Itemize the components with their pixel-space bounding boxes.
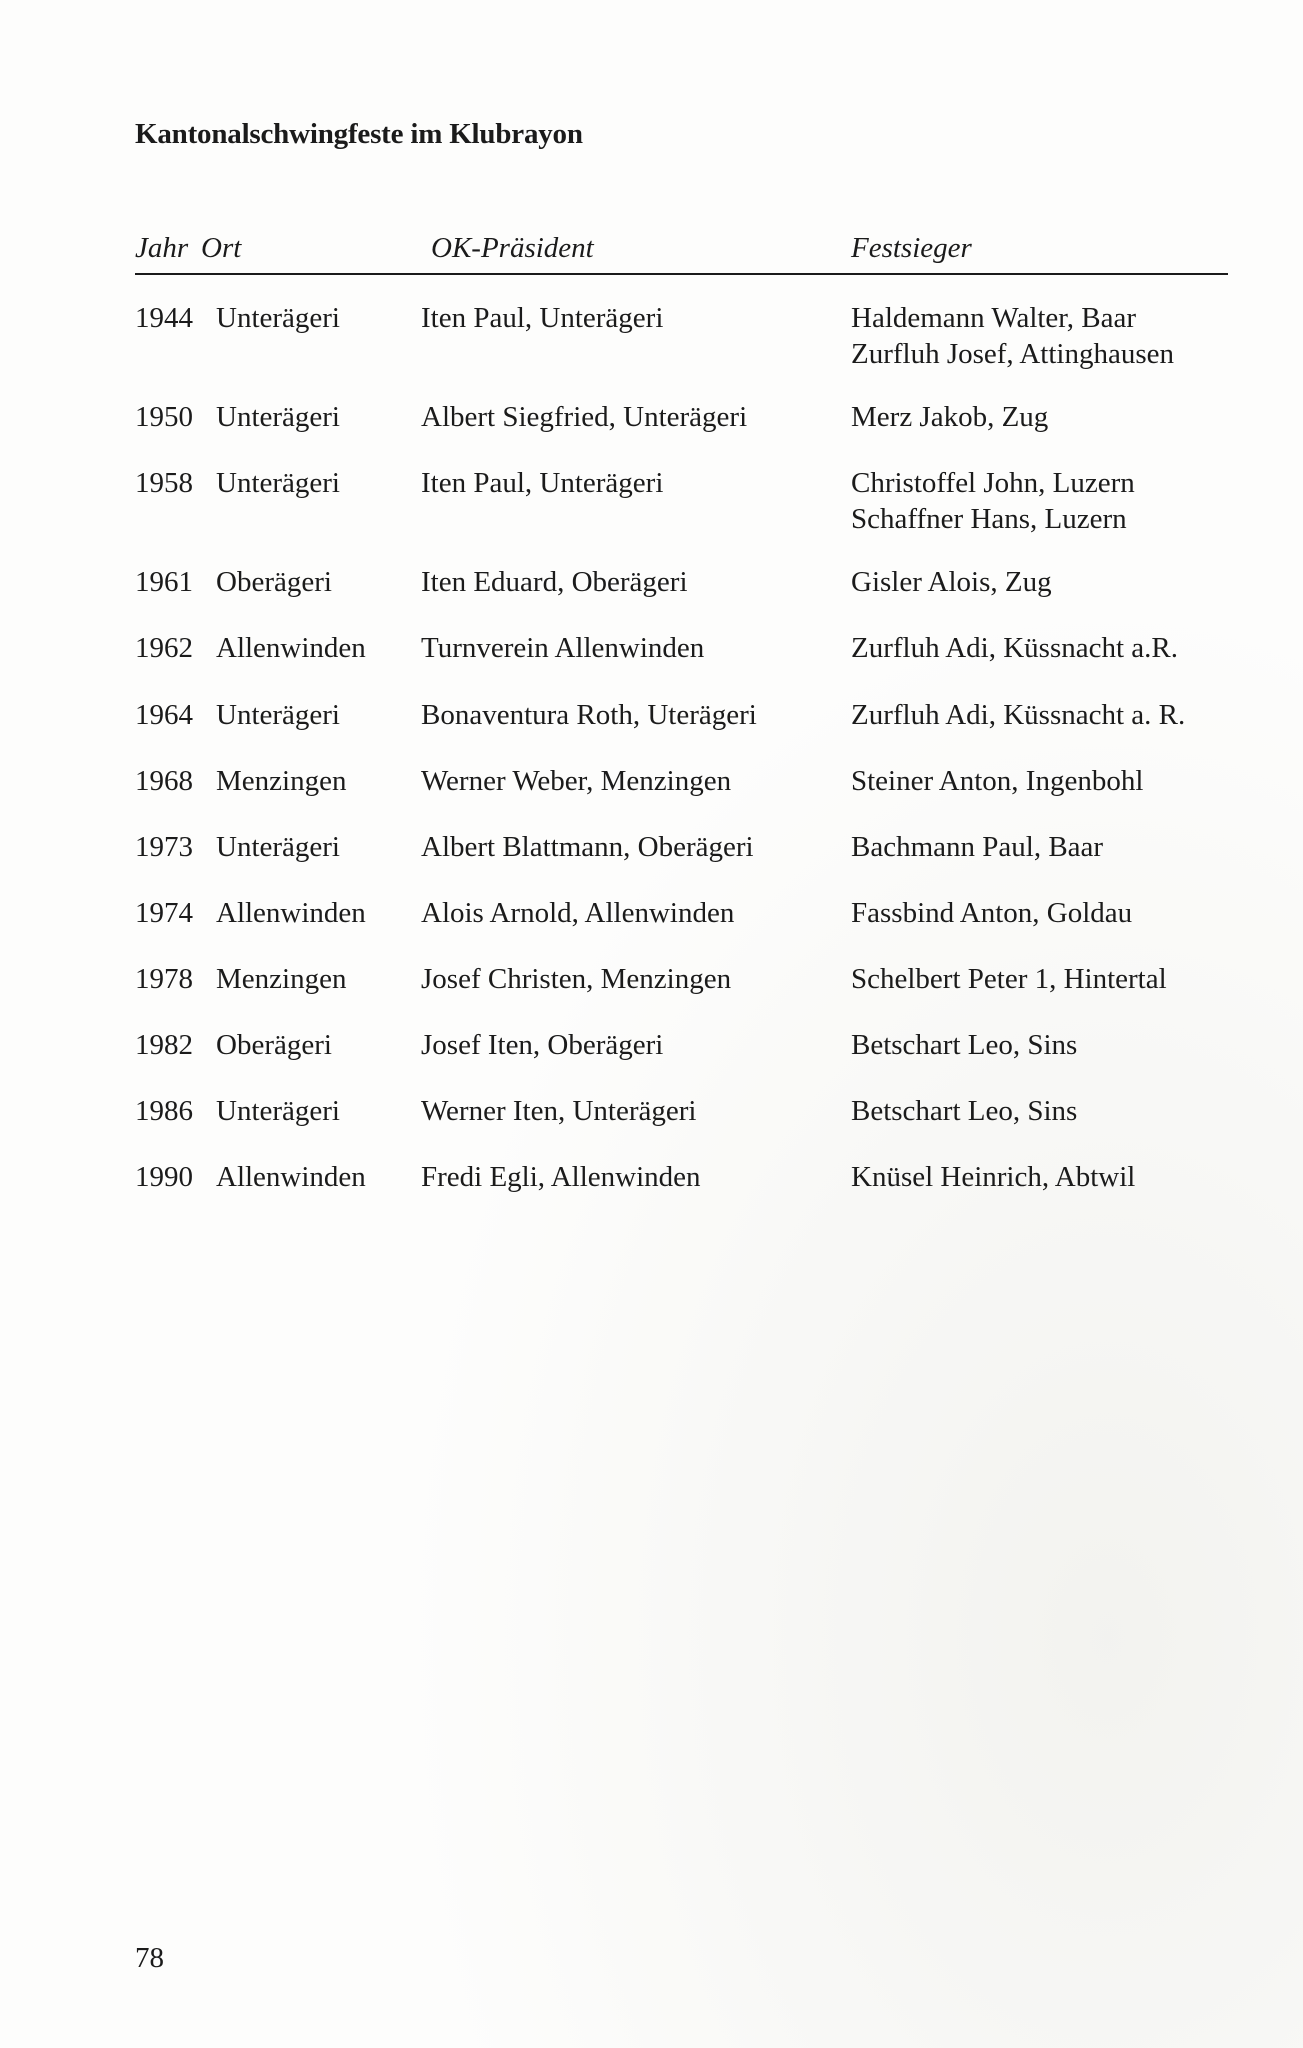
place-cell: Menzingen [216,765,347,797]
place-cell: Oberägeri [216,566,332,598]
president-cell: Josef Christen, Menzingen [421,963,732,995]
winner-name: Schaffner Hans, Luzern [851,503,1127,535]
winner-name: Zurfluh Adi, Küssnacht a.R. [851,632,1179,664]
place-cell: Unterägeri [216,467,340,499]
winner-name: Merz Jakob, Zug [851,401,1049,433]
president-cell: Josef Iten, Oberägeri [421,1029,664,1061]
column-header-winner: Festsieger [851,232,972,264]
column-header-year: Jahr [135,232,189,264]
year-cell: 1968 [135,765,193,797]
winner-cell [851,763,1143,799]
year-cell: 1973 [135,831,193,863]
winner-name: Fassbind Anton, Goldau [851,897,1133,929]
president-cell: Albert Siegfried, Unterägeri [421,401,748,433]
place-cell: Unterägeri [216,1095,340,1127]
winner-name: Zurfluh Adi, Küssnacht a. R. [851,699,1186,731]
winner-cell [851,399,1048,435]
year-cell: 1982 [135,1029,193,1061]
year-cell: 1986 [135,1095,193,1127]
winner-name: Betschart Leo, Sins [851,1095,1078,1127]
winner-name: Zurfluh Josef, Attinghausen [851,338,1174,370]
winner-name: Steiner Anton, Ingenbohl [851,765,1144,797]
winner-cell [851,1027,1077,1063]
place-cell: Unterägeri [216,831,340,863]
president-cell: Alois Arnold, Allenwinden [421,897,735,929]
year-cell: 1961 [135,566,193,598]
year-cell: 1978 [135,963,193,995]
president-cell: Turnverein Allenwinden [421,632,705,664]
place-cell: Allenwinden [216,1161,366,1193]
page-heading: Kantonalschwingfeste im Klubrayon [135,118,583,150]
page-number: 78 [135,1942,164,1974]
year-cell: 1962 [135,632,193,664]
place-cell: Unterägeri [216,699,340,731]
winner-cell [851,300,1174,372]
place-cell: Allenwinden [216,897,366,929]
winner-cell [851,630,1178,666]
winner-cell [851,895,1132,931]
winner-name: Bachmann Paul, Baar [851,831,1104,863]
place-cell: Unterägeri [216,401,340,433]
president-cell: Werner Iten, Unterägeri [421,1095,697,1127]
column-header-place: Ort [201,232,242,264]
winner-name: Haldemann Walter, Baar [851,302,1137,334]
president-cell: Albert Blattmann, Oberägeri [421,831,754,863]
year-cell: 1958 [135,467,193,499]
winner-name: Christoffel John, Luzern [851,467,1135,499]
column-header-president: OK-Präsident [431,232,594,264]
year-cell: 1950 [135,401,193,433]
place-cell: Allenwinden [216,632,366,664]
president-cell: Werner Weber, Menzingen [421,765,732,797]
winner-name: Gisler Alois, Zug [851,566,1052,598]
winner-cell [851,829,1103,865]
place-cell: Unterägeri [216,302,340,334]
place-cell: Menzingen [216,963,347,995]
winner-cell [851,961,1167,997]
year-cell: 1944 [135,302,193,334]
winner-name: Knüsel Heinrich, Abtwil [851,1161,1136,1193]
year-cell: 1990 [135,1161,193,1193]
winner-cell [851,697,1185,733]
president-cell: Bonaventura Roth, Uterägeri [421,699,757,731]
president-cell: Iten Eduard, Oberägeri [421,566,688,598]
winner-cell [851,1093,1077,1129]
year-cell: 1974 [135,897,193,929]
place-cell: Oberägeri [216,1029,332,1061]
winner-cell [851,465,1135,537]
winner-name: Schelbert Peter 1, Hintertal [851,963,1167,995]
president-cell: Iten Paul, Unterägeri [421,467,664,499]
winner-name: Betschart Leo, Sins [851,1029,1078,1061]
winner-cell [851,1159,1135,1195]
header-rule [135,273,1228,275]
year-cell: 1964 [135,699,193,731]
president-cell: Iten Paul, Unterägeri [421,302,664,334]
president-cell: Fredi Egli, Allenwinden [421,1161,701,1193]
winner-cell [851,564,1052,600]
